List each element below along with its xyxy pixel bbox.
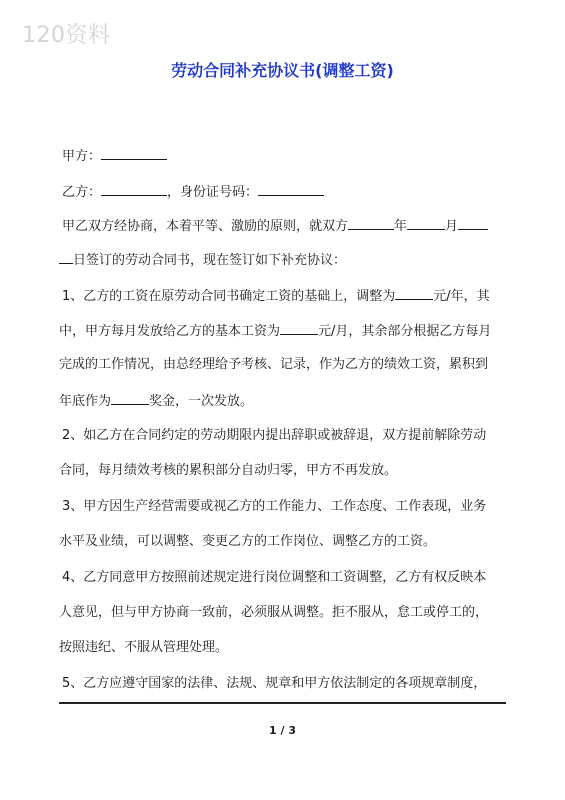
clause-5-line-1 bbox=[62, 675, 486, 693]
clause-1-line-4 bbox=[59, 391, 253, 411]
clause-3-text: 3、甲方因生产经营需要或视乙方的工作能力、工作态度、工作表现，业务 bbox=[62, 499, 487, 514]
clause-3-line-2 bbox=[59, 533, 436, 551]
document-title: 劳动合同补充协议书(调整工资) bbox=[171, 61, 394, 80]
clause-4-text: 4、乙方同意甲方按照前述规定进行岗位调整和工资调整，乙方有权反映本 bbox=[62, 570, 487, 585]
party-b-label: 乙方： bbox=[62, 185, 102, 200]
clause-2-line-2 bbox=[59, 462, 397, 480]
year-blank bbox=[348, 216, 394, 230]
clause-1-text-3: 完成的工作情况，由总经理给予考核、记录，作为乙方的绩效工资，累积到 bbox=[59, 357, 489, 372]
party-a-blank bbox=[101, 146, 167, 160]
id-number-label: ，身份证号码： bbox=[167, 185, 259, 200]
intro-line-1 bbox=[62, 216, 488, 236]
party-b-blank bbox=[101, 182, 167, 196]
clause-3-text-2: 水平及业绩，可以调整、变更乙方的工作岗位、调整乙方的工资。 bbox=[59, 534, 437, 549]
id-number-blank bbox=[258, 182, 324, 196]
clause-4-line-2 bbox=[59, 604, 488, 622]
clause-2-text-2: 合同，每月绩效考核的累积部分自动归零，甲方不再发放。 bbox=[59, 463, 398, 478]
day-blank-start bbox=[458, 216, 488, 230]
day-blank-end bbox=[59, 250, 73, 264]
clause-1-text-b: 元/年，其 bbox=[433, 289, 490, 304]
clause-1-line-3 bbox=[59, 356, 488, 374]
clause-1-text-2: 中，甲方每月发放给乙方的基本工资为 bbox=[59, 324, 281, 339]
clause-1-text-4: 年底作为 bbox=[59, 394, 112, 409]
year-label: 年 bbox=[394, 219, 408, 234]
base-salary-blank bbox=[280, 321, 318, 335]
intro-text-2: 日签订的劳动合同书，现在签订如下补充协议： bbox=[73, 253, 347, 268]
page-number: 1 / 3 bbox=[269, 724, 296, 737]
clause-2-text: 2、如乙方在合同约定的劳动期限内提出辞职或被辞退，双方提前解除劳动 bbox=[62, 428, 487, 443]
footer-divider bbox=[59, 702, 506, 704]
clause-4-line-1 bbox=[62, 569, 486, 587]
party-b-line bbox=[62, 182, 324, 202]
clause-4-text-3: 按照违纪、不服从管理处理。 bbox=[59, 640, 229, 655]
clause-3-line-1 bbox=[62, 498, 486, 516]
clause-1-text-2b: 元/月，其余部分根据乙方每月 bbox=[318, 324, 492, 339]
clause-1-line-1 bbox=[62, 286, 490, 306]
clause-2-line-1 bbox=[62, 427, 486, 445]
clause-1-line-2 bbox=[59, 321, 491, 341]
month-blank bbox=[407, 216, 445, 230]
intro-text: 甲乙双方经协商，本着平等、激励的原则，就双方 bbox=[62, 219, 349, 234]
bonus-blank bbox=[111, 391, 149, 405]
clause-4-line-3 bbox=[59, 639, 228, 657]
party-a-label: 甲方： bbox=[62, 149, 102, 164]
clause-4-text-2: 人意见，但与甲方协商一致前，必须服从调整。拒不服从，怠工或停工的， bbox=[59, 605, 489, 620]
clause-5-text: 5、乙方应遵守国家的法律、法规、规章和甲方依法制定的各项规章制度， bbox=[62, 676, 487, 691]
party-a-line bbox=[62, 146, 167, 166]
clause-1-text-4b: 奖金，一次发放。 bbox=[149, 394, 254, 409]
clause-1-text: 1、乙方的工资在原劳动合同书确定工资的基础上，调整为 bbox=[62, 289, 396, 304]
month-label: 月 bbox=[445, 219, 459, 234]
intro-line-2 bbox=[59, 250, 346, 270]
watermark: 120资料 bbox=[22, 23, 111, 48]
annual-salary-blank bbox=[395, 286, 433, 300]
